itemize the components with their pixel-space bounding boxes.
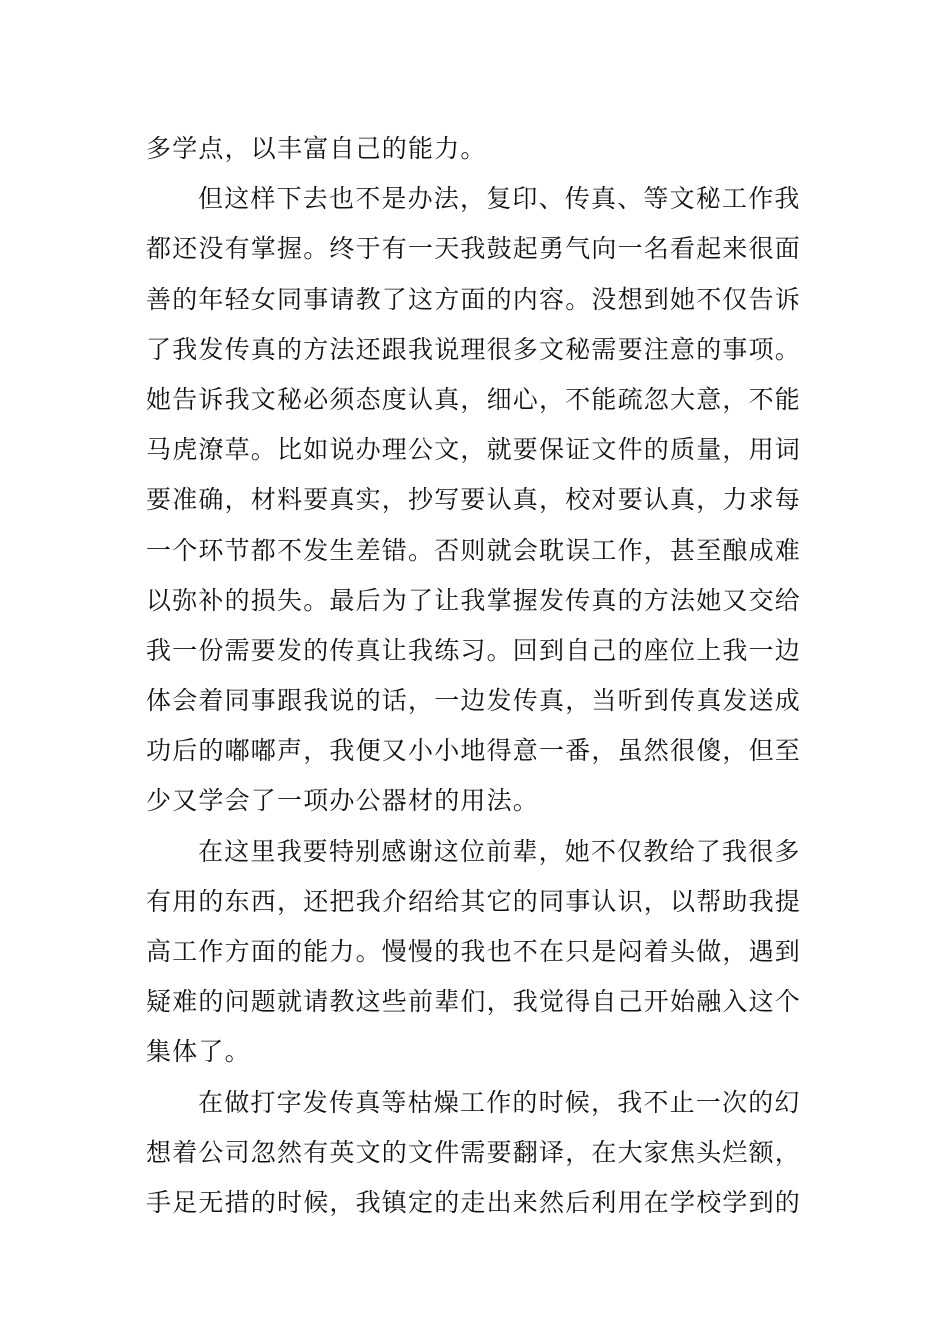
text-line: 少又学会了一项办公器材的用法。	[146, 786, 540, 816]
text-line: 马虎潦草。比如说办理公文，就要保证文件的质量，用词	[146, 435, 802, 465]
text-line: 我一份需要发的传真让我练习。回到自己的座位上我一边	[146, 635, 802, 665]
paragraph	[146, 827, 806, 1078]
document-body	[146, 124, 806, 1228]
paragraph	[146, 174, 806, 826]
text-line: 体会着同事跟我说的话，一边发传真，当听到传真发送成	[146, 686, 802, 716]
text-line: 手足无措的时候，我镇定的走出来然后利用在学校学到的	[146, 1187, 802, 1217]
text-line: 高工作方面的能力。慢慢的我也不在只是闷着头做，遇到	[146, 937, 802, 966]
paragraph	[146, 1078, 806, 1229]
text-line: 疑难的问题就请教这些前辈们，我觉得自己开始融入这个	[146, 987, 802, 1017]
text-line: 想着公司忽然有英文的文件需要翻译，在大家焦头烂额，	[146, 1137, 802, 1167]
text-line: 在这里我要特别感谢这位前辈，她不仅教给了我很多	[198, 836, 801, 866]
text-line: 集体了。	[146, 1037, 251, 1067]
paragraph	[146, 124, 806, 174]
text-line: 但这样下去也不是办法，复印、传真、等文秘工作我	[198, 184, 801, 214]
text-line: 有用的东西，还把我介绍给其它的同事认识，以帮助我提	[146, 886, 802, 916]
text-line: 要准确，材料要真实，抄写要认真，校对要认真，力求每	[146, 485, 802, 515]
text-line: 她告诉我文秘必须态度认真，细心，不能疏忽大意，不能	[146, 384, 802, 414]
text-line: 都还没有掌握。终于有一天我鼓起勇气向一名看起来很面	[146, 234, 802, 264]
text-line: 功后的嘟嘟声，我便又小小地得意一番，虽然很傻，但至	[146, 736, 802, 766]
text-line: 一个环节都不发生差错。否则就会耽误工作，甚至酿成难	[146, 535, 802, 565]
text-line: 以弥补的损失。最后为了让我掌握发传真的方法她又交给	[146, 585, 802, 615]
text-line: 在做打字发传真等枯燥工作的时候，我不止一次的幻	[198, 1087, 801, 1117]
text-line: 善的年轻女同事请教了这方面的内容。没想到她不仅告诉	[146, 284, 802, 314]
text-line: 多学点，以丰富自己的能力。	[146, 134, 487, 163]
text-line: 了我发传真的方法还跟我说理很多文秘需要注意的事项。	[146, 334, 802, 364]
